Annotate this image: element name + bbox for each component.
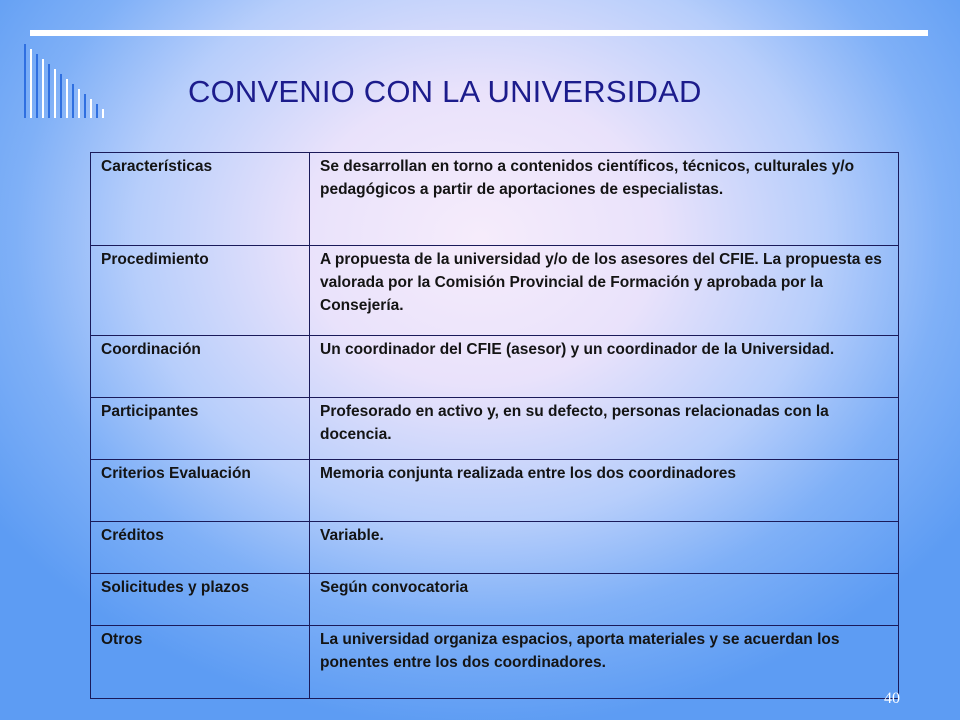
- row-value: La universidad organiza espacios, aporta materiales y se acuerdan los ponentes entre los dos coordinadores.: [310, 626, 899, 699]
- decorative-bar: [96, 104, 98, 118]
- slide-title: CONVENIO CON LA UNIVERSIDAD: [188, 74, 702, 109]
- row-value: Según convocatoria: [310, 574, 899, 626]
- row-value: A propuesta de la universidad y/o de los asesores del CFIE. La propuesta es valorada por la Comisión Provincial de Formación y aprobada por la Consejería.: [310, 246, 899, 336]
- row-value: Profesorado en activo y, en su defecto, personas relacionadas con la docencia.: [310, 398, 899, 460]
- decorative-bar: [84, 94, 86, 118]
- row-label: Procedimiento: [91, 246, 310, 336]
- decorative-bar: [90, 99, 92, 118]
- top-rule: [30, 30, 928, 36]
- row-label: Características: [91, 153, 310, 246]
- table-row: [91, 398, 899, 460]
- decorative-bars-icon: [24, 44, 108, 118]
- row-value: Un coordinador del CFIE (asesor) y un coordinador de la Universidad.: [310, 336, 899, 398]
- page-number: 40: [884, 690, 900, 707]
- table-row: [91, 626, 899, 699]
- row-label: Criterios Evaluación: [91, 460, 310, 522]
- row-value: Se desarrollan en torno a contenidos científicos, técnicos, culturales y/o pedagógicos a partir de aportaciones de especialistas.: [310, 153, 899, 246]
- decorative-bar: [60, 74, 62, 118]
- row-value: Memoria conjunta realizada entre los dos coordinadores: [310, 460, 899, 522]
- table-row: [91, 153, 899, 246]
- row-label: Coordinación: [91, 336, 310, 398]
- table-row: [91, 522, 899, 574]
- row-label: Participantes: [91, 398, 310, 460]
- row-label: Otros: [91, 626, 310, 699]
- decorative-bar: [36, 54, 38, 118]
- decorative-bar: [78, 89, 80, 118]
- decorative-bar: [24, 44, 26, 118]
- row-label: Créditos: [91, 522, 310, 574]
- table-row: [91, 246, 899, 336]
- row-value: Variable.: [310, 522, 899, 574]
- decorative-bar: [66, 79, 68, 118]
- convenio-table: [90, 152, 898, 699]
- decorative-bar: [72, 84, 74, 118]
- decorative-bar: [102, 109, 104, 118]
- table-row: [91, 336, 899, 398]
- decorative-bar: [30, 49, 32, 118]
- decorative-bar: [54, 69, 56, 118]
- table-row: [91, 460, 899, 522]
- row-label: Solicitudes y plazos: [91, 574, 310, 626]
- decorative-bar: [42, 59, 44, 118]
- decorative-bar: [48, 64, 50, 118]
- table-row: [91, 574, 899, 626]
